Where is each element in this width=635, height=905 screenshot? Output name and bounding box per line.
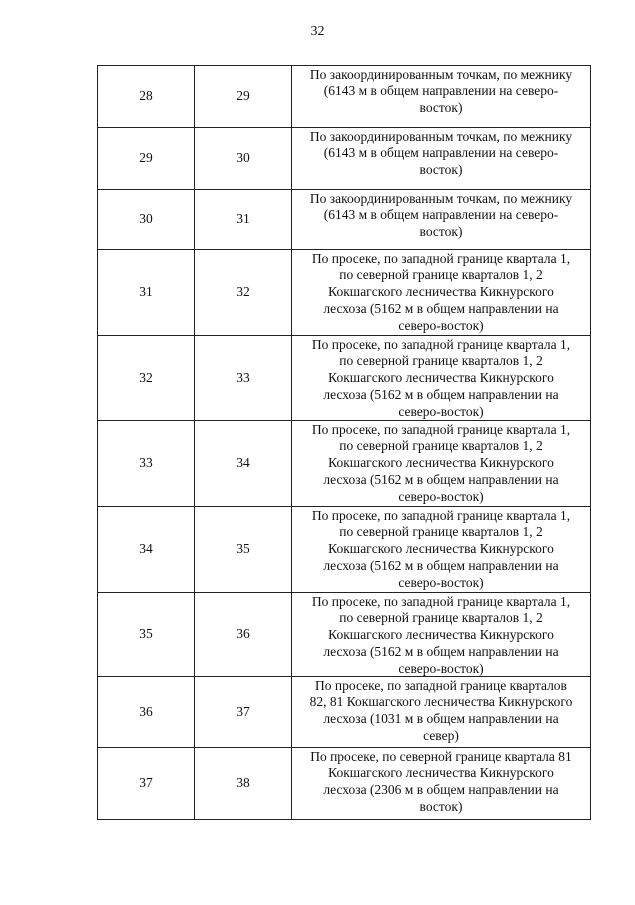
description-line: лесхоза (5162 м в общем направлении на (323, 557, 559, 573)
description-line: по северной границе кварталов 1, 2 (339, 267, 543, 283)
description-line: (6143 м в общем направлении на северо- (323, 83, 559, 99)
point-from-cell: 33 (98, 421, 195, 507)
table-row (98, 190, 591, 250)
point-to-cell: 34 (195, 421, 292, 507)
description-line: (6143 м в общем направлении на северо- (323, 207, 559, 223)
boundary-description-cell (292, 593, 591, 677)
boundary-description-cell (292, 421, 591, 507)
description-line: По просеке, по западной границе квартала 1, (311, 336, 571, 352)
description-line: Кокшагского лесничества Кикнурского (328, 370, 554, 386)
point-to-cell: 31 (195, 190, 292, 250)
point-to-cell: 29 (195, 66, 292, 128)
description-line: По закоординированным точкам, по межнику (309, 190, 573, 206)
point-to-cell: 37 (195, 677, 292, 748)
table-row (98, 336, 591, 421)
point-from-cell: 31 (98, 250, 195, 336)
point-from-cell: 34 (98, 507, 195, 593)
description-line: по северной границе кварталов 1, 2 (339, 610, 543, 626)
description-line: Кокшагского лесничества Кикнурского (328, 541, 554, 557)
point-from-cell: 29 (98, 128, 195, 190)
description-line: северо-восток) (398, 403, 484, 419)
description-line: северо-восток) (398, 574, 484, 590)
page-number: 32 (310, 24, 325, 39)
point-from-cell: 30 (98, 190, 195, 250)
description-line: лесхоза (5162 м в общем направлении на (323, 386, 559, 402)
description-line: По закоординированным точкам, по межнику (309, 66, 573, 82)
point-to-cell: 35 (195, 507, 292, 593)
description-line: северо-восток) (398, 317, 484, 333)
boundary-description-cell (292, 250, 591, 336)
description-line: По закоординированным точкам, по межнику (309, 128, 573, 144)
table-row (98, 507, 591, 593)
point-to-cell: 38 (195, 748, 292, 820)
description-line: восток) (419, 162, 463, 178)
description-line: восток) (419, 100, 463, 116)
table-row (98, 748, 591, 820)
description-line: лесхоза (1031 м в общем направлении на (323, 711, 559, 727)
point-from-cell: 37 (98, 748, 195, 820)
description-line: (6143 м в общем направлении на северо- (323, 145, 559, 161)
description-line: По просеке, по западной границе квартала 1, (311, 507, 571, 523)
description-line: лесхоза (5162 м в общем направлении на (323, 643, 559, 659)
description-line: восток) (419, 224, 463, 240)
table-row (98, 250, 591, 336)
description-line: По просеке, по западной границе квартала 1, (311, 250, 571, 266)
boundary-table (97, 65, 591, 820)
boundary-description-cell (292, 507, 591, 593)
description-line: Кокшагского лесничества Кикнурского (328, 627, 554, 643)
description-line: 82, 81 Кокшагского лесничества Кикнурского (309, 694, 573, 710)
point-from-cell: 28 (98, 66, 195, 128)
boundary-description-cell (292, 128, 591, 190)
point-to-cell: 32 (195, 250, 292, 336)
point-to-cell: 33 (195, 336, 292, 421)
description-line: По просеке, по западной границе кварталов (315, 677, 567, 693)
description-line: северо-восток) (398, 660, 484, 676)
description-line: По просеке, по западной границе квартала 1, (311, 421, 571, 437)
description-line: лесхоза (5162 м в общем направлении на (323, 471, 559, 487)
table-row (98, 677, 591, 748)
point-from-cell: 35 (98, 593, 195, 677)
description-line: По просеке, по западной границе квартала 1, (311, 593, 571, 609)
boundary-description-cell (292, 66, 591, 128)
description-line: север) (423, 727, 459, 743)
table-row (98, 66, 591, 128)
boundary-description-cell (292, 336, 591, 421)
description-line: по северной границе кварталов 1, 2 (339, 438, 543, 454)
description-line: По просеке, по северной границе квартала 81 (310, 748, 572, 764)
table-row (98, 128, 591, 190)
boundary-description-cell (292, 677, 591, 748)
description-line: по северной границе кварталов 1, 2 (339, 524, 543, 540)
description-line: Кокшагского лесничества Кикнурского (328, 765, 554, 781)
boundary-description-cell (292, 190, 591, 250)
description-line: северо-восток) (398, 488, 484, 504)
point-to-cell: 36 (195, 593, 292, 677)
point-from-cell: 32 (98, 336, 195, 421)
description-line: Кокшагского лесничества Кикнурского (328, 284, 554, 300)
point-from-cell: 36 (98, 677, 195, 748)
table-row (98, 593, 591, 677)
description-line: восток) (419, 798, 463, 814)
point-to-cell: 30 (195, 128, 292, 190)
table-body (98, 66, 591, 820)
description-line: лесхоза (2306 м в общем направлении на (323, 782, 559, 798)
description-line: по северной границе кварталов 1, 2 (339, 353, 543, 369)
description-line: Кокшагского лесничества Кикнурского (328, 455, 554, 471)
boundary-description-cell (292, 748, 591, 820)
description-line: лесхоза (5162 м в общем направлении на (323, 300, 559, 316)
table-row (98, 421, 591, 507)
